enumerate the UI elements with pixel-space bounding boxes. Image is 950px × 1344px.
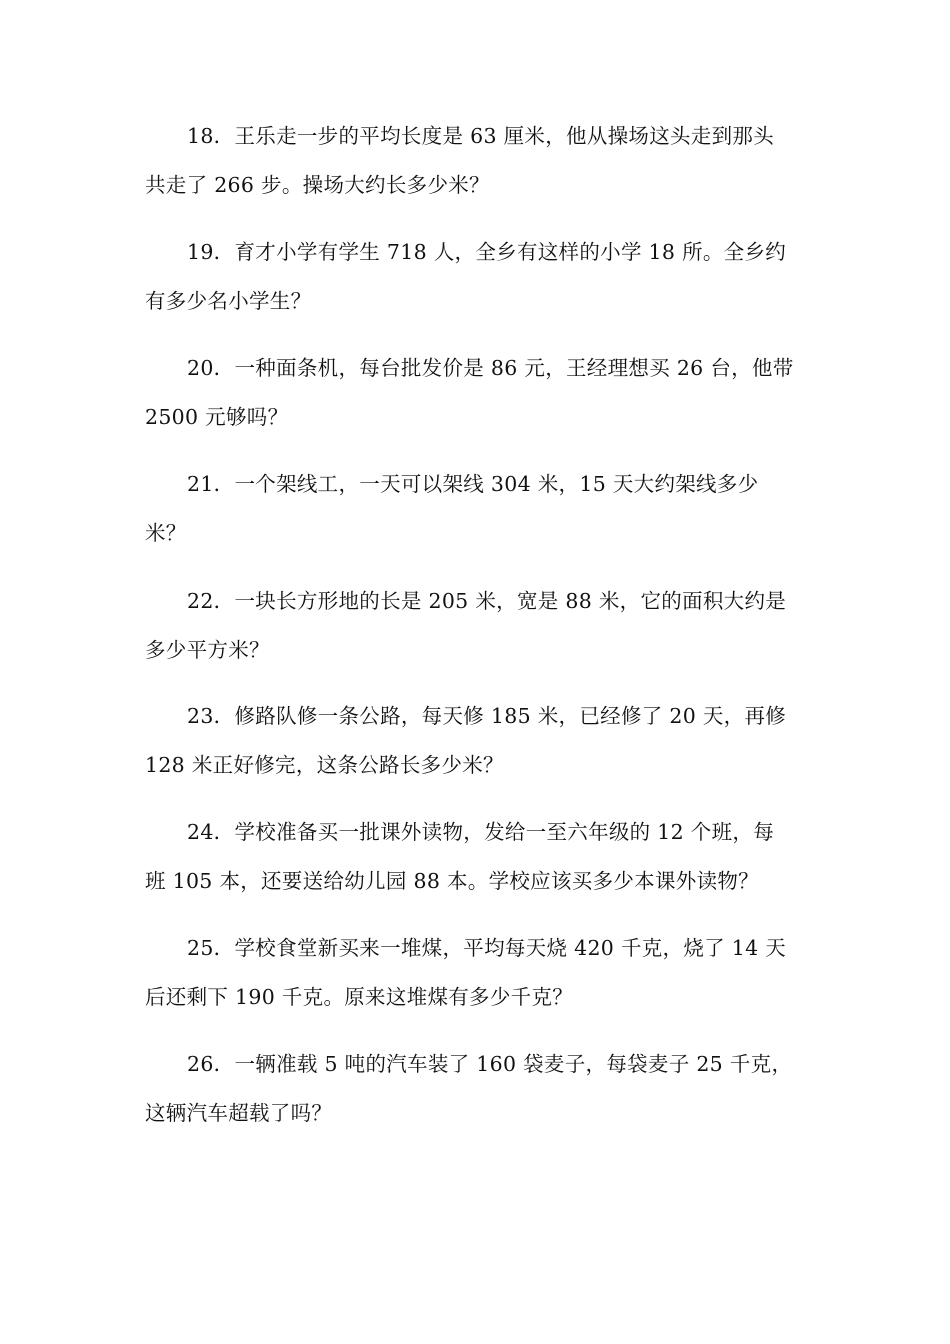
problem-line: 共走了 266 步。操场大约长多少米？ [145,173,490,197]
problem-line: 班 105 本，还要送给幼儿园 88 本。学校应该买多少本课外读物？ [145,869,759,893]
problem-line: 20．一种面条机，每台批发价是 86 元，王经理想买 26 台，他带 [187,356,794,380]
problem-line: 23．修路队修一条公路，每天修 185 米，已经修了 20 天，再修 [187,704,787,728]
problem-line: 这辆汽车超载了吗？ [145,1101,333,1125]
problem-25 [145,924,810,1022]
problem-line: 米？ [145,521,187,545]
problem-20 [145,344,810,442]
problem-line: 19．育才小学有学生 718 人，全乡有这样的小学 18 所。全乡约 [187,240,787,264]
problem-line: 26．一辆准载 5 吨的汽车装了 160 袋麦子，每袋麦子 25 千克， [187,1052,793,1076]
problem-23 [145,692,810,790]
problem-22 [145,577,810,675]
problem-line: 18．王乐走一步的平均长度是 63 厘米，他从操场这头走到那头 [187,124,775,148]
problem-18 [145,112,810,210]
problem-line: 21．一个架线工，一天可以架线 304 米，15 天大约架线多少 [187,472,759,496]
problem-26 [145,1040,810,1138]
problem-line: 后还剩下 190 千克。原来这堆煤有多少千克？ [145,985,574,1009]
problem-line: 25．学校食堂新买来一堆煤，平均每天烧 420 千克，烧了 14 天 [187,936,787,960]
problem-line: 128 米正好修完，这条公路长多少米？ [145,753,504,777]
problem-21 [145,460,810,558]
problem-line: 有多少名小学生？ [145,289,312,313]
problem-19 [145,228,810,326]
problem-24 [145,808,810,906]
problem-line: 2500 元够吗？ [145,405,289,429]
problem-line: 22．一块长方形地的长是 205 米，宽是 88 米，它的面积大约是 [187,589,787,613]
problem-line: 多少平方米？ [145,638,270,662]
problem-line: 24．学校准备买一批课外读物，发给一至六年级的 12 个班，每 [187,820,775,844]
